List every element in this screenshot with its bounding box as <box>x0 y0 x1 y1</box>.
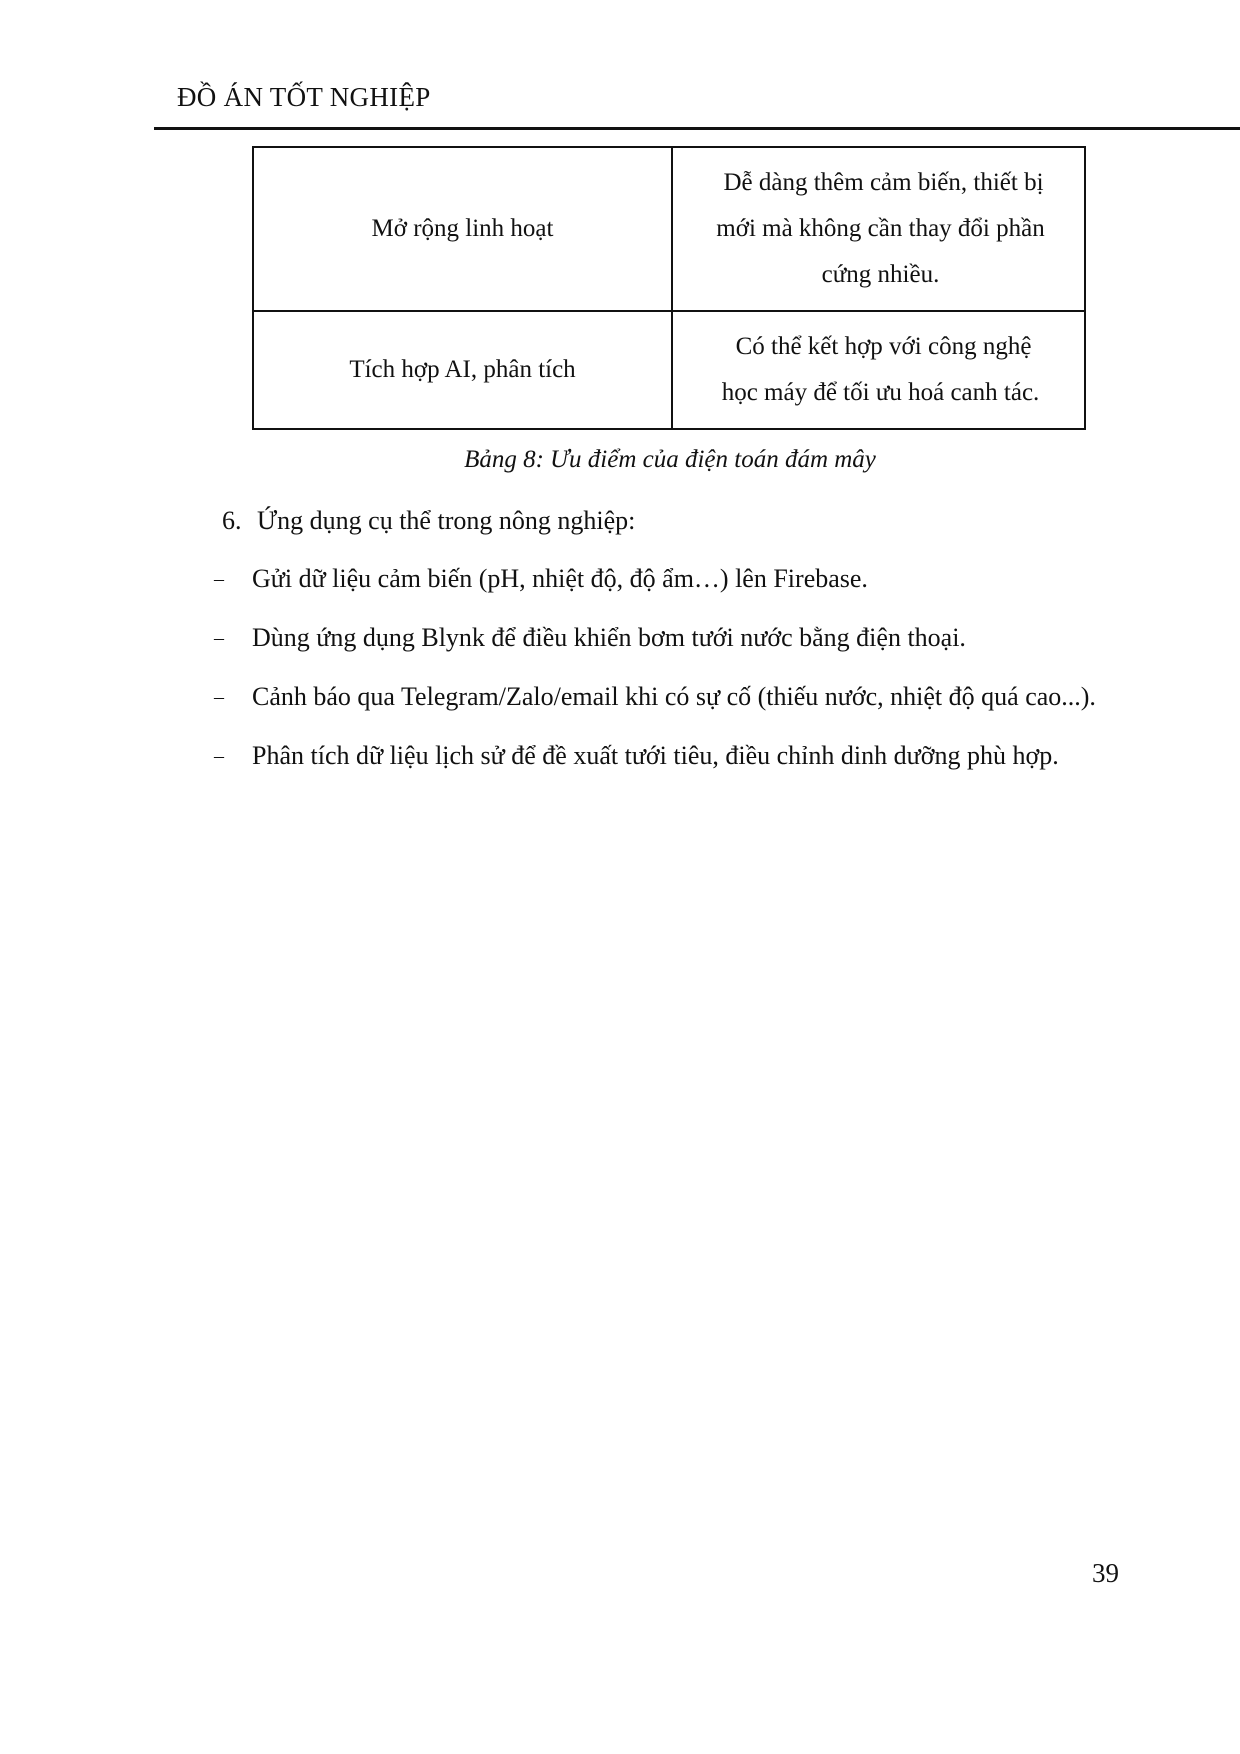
description-line: Có thể kết hợp với công nghệ <box>735 333 1032 360</box>
list-item-text: Dùng ứng dụng Blynk để điều khiển bơm tưới nước bằng điện thoại. <box>252 623 966 652</box>
dash-bullet: – <box>214 686 224 708</box>
dash-bullet: – <box>214 745 224 767</box>
dash-bullet: – <box>214 627 224 649</box>
section-heading <box>222 506 635 536</box>
table-cell-feature: Tích hợp AI, phân tích <box>253 311 672 429</box>
list-item-text: Gửi dữ liệu cảm biến (pH, nhiệt độ, độ ẩm…) lên Firebase. <box>252 564 868 593</box>
document-header-title: ĐỒ ÁN TỐT NGHIỆP <box>177 82 431 112</box>
table-cell-description <box>672 311 1085 429</box>
table-row <box>253 311 1085 429</box>
description-line: học máy để tối ưu hoá canh tác. <box>721 379 1040 406</box>
list-item <box>214 564 868 594</box>
list-item-text: Phân tích dữ liệu lịch sử để đề xuất tưới tiêu, điều chỉnh dinh dưỡng phù hợp. <box>252 741 1059 770</box>
section-number: 6. <box>222 506 242 535</box>
section-title: Ứng dụng cụ thể trong nông nghiệp: <box>257 506 636 535</box>
table-cell-feature: Mở rộng linh hoạt <box>253 147 672 311</box>
list-item <box>214 682 1096 712</box>
page-number: 39 <box>1092 1558 1119 1588</box>
dash-bullet: – <box>214 568 224 590</box>
list-item-text: Cảnh báo qua Telegram/Zalo/email khi có sự cố (thiếu nước, nhiệt độ quá cao...). <box>252 682 1096 711</box>
list-item <box>214 623 966 653</box>
description-line: mới mà không cần thay đổi phần <box>716 215 1045 242</box>
advantages-table <box>252 146 1086 430</box>
table-caption: Bảng 8: Ưu điểm của điện toán đám mây <box>464 446 876 473</box>
list-item <box>214 741 1059 771</box>
table-row <box>253 147 1085 311</box>
description-line: cứng nhiều. <box>821 261 940 288</box>
description-line: Dễ dàng thêm cảm biến, thiết bị <box>723 169 1044 196</box>
table-cell-description <box>672 147 1085 311</box>
header-divider <box>154 127 1240 130</box>
